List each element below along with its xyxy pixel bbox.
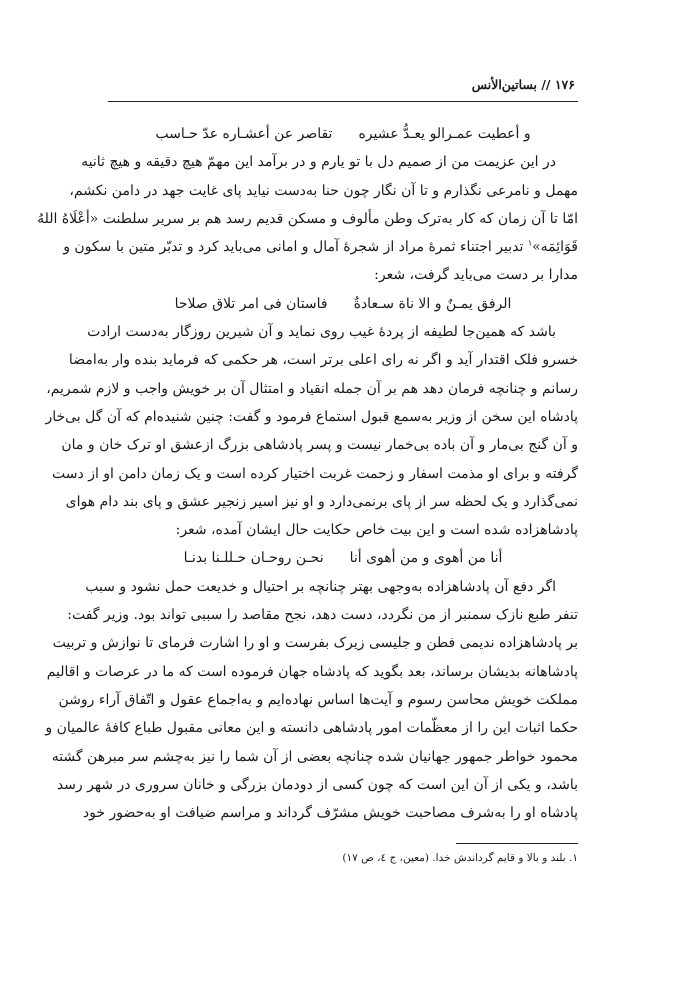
line-continuation: تدبیر اجتناء ثمرهٔ مراد از شجرهٔ آمال و امانی می‌باید کرد و تدبّر متین با سکون و	[63, 239, 528, 256]
text-line: حکما اثبات این را از معظّمات امور پادشاهی دانسته و این معانی مقبول طباع کافهٔ عالمیان و	[45, 720, 578, 737]
text-line: و آن گنج بی‌مار و آن باده بی‌خمار نیست و پسر پادشاهی بزرگ ازعشق او ترک خان و مان	[61, 437, 578, 454]
verse-couplet	[108, 290, 578, 318]
text-line: پادشاهانه بدیشان برساند، بعد بگوید که پادشاه جهان فرموده است که ما در عرصات و اقالیم	[46, 663, 578, 680]
text-line: خسرو فلک اقتدار آید و اگر نه رای اعلی برتر است، هر حکمی که فرماید بنده وار به‌امضا	[68, 352, 578, 369]
text-line: پادشاهزاده شده است و این بیت خاص حکایت حال ایشان آمده، شعر:	[175, 522, 578, 539]
text-line: گرفته و برای او مذمت اسفار و زحمت غربت اختیار کرده است و یک زمان دامن او از دست	[52, 465, 578, 482]
text-line: تنفر طبع نازک سمنبر از من نگردد، دست دهد، نجح مقاصد را سببی تواند بود. وزیر گفت:	[67, 607, 578, 624]
text-line: پادشاه این سخن از وزیر به‌سمع قبول استماع فرمود و گفت: چنین شنیده‌ام که آن گل بی‌خار	[45, 408, 578, 425]
text-line: اگر دفع آن پادشاهزاده به‌وجهی بهتر چنانچه بر احتیال و خدیعت حمل نشود و سبب	[85, 578, 556, 595]
quoted-phrase: قَوَائِمَه»	[532, 239, 578, 256]
verse-hemistich-left: نحـن روحـان حـللـنا بدنـا	[183, 550, 324, 567]
verse-hemistich-left: فاستان فی امر تلاق صلاحا	[174, 295, 328, 312]
footnote-marker[interactable]: ۱	[527, 238, 533, 248]
footnote-divider	[456, 843, 578, 844]
verse-hemistich-right: الرفق یمـنٌ و الا ناة سـعادةٌ	[353, 295, 512, 312]
text-line: مدارا بر دست می‌باید گرفت، شعر:	[374, 267, 578, 284]
text-line: بر پادشاهزاده ندیمی فطن و جلیسی زیرک بفرست و او را اشارت فرمای تا نوازش و تربیت	[52, 635, 578, 652]
header-divider	[108, 101, 578, 102]
text-line: مهمل و نامرعی نگذارم و تا آن نگار چون حنا به‌دست نیاید پای غایت جهد در دامن نکشم،	[69, 182, 578, 199]
verse-couplet	[108, 544, 578, 572]
text-line: نمی‌گذارد و یک لحظه سر از پای برنمی‌دارد و او نیز اسیر زنجیر عشق و پای بند دام هوای	[65, 493, 578, 510]
text-line: باشد، و یکی از آن این است که چون کسی از دودمان بزرگی و خانان سروری در شهر رسد	[56, 776, 578, 793]
text-line: مملکت خویش محاسن رسوم و آیت‌ها اساس نهاده‌ایم و به‌اجماع عقول و اتّفاق آراء روشن	[58, 691, 578, 708]
text-line: پادشاه او را به‌شرف مصاحبت خویش مشرّف گرداند و مراسم ضیافت او به‌حضور خود	[82, 805, 578, 822]
verse-hemistich-right: أنا من أهوی و من أهوی أنا	[349, 550, 503, 567]
verse-hemistich-right: و أعطیت عمـرالو یعـدُّ عشیره	[358, 126, 531, 142]
text-line: امّا تا آن زمان که کار به‌ترک وطن مألوف و مسکن قدیم رسد هم بر سریر سلطنت «أعْلَاهُ اللهُ	[37, 210, 578, 227]
text-line: در این عزیمت من از صمیم دل با تو یارم و در برآمد این مهمّ هیچ دقیقه و هیچ ثانیه	[81, 154, 556, 171]
verse-hemistich-left: تقاصر عن أعشـاره عدّ حـاسب	[155, 126, 333, 142]
footnote-text: ۱. بلند و بالا و قایم گرداندش خدا. (معین، ج ٤، ص ۱۷)	[342, 852, 578, 864]
text-line: باشد که همین‌جا لطیفه از پردهٔ غیب روی نماید و آن شیرین روزگار به‌دست ارادت	[87, 324, 556, 341]
running-header: ۱۷۶ // بساتین‌الأنس	[471, 77, 575, 92]
text-line-with-footnote-ref	[63, 233, 578, 261]
verse-couplet	[108, 120, 578, 148]
page-body	[37, 120, 578, 827]
text-line: رسانم و چنانچه فرمان دهد هم بر آن جمله انقیاد و امتثال آن بر خویش واجب و لازم شمریم،	[46, 380, 578, 397]
text-line: محمود خواطر جمهور جهانیان شده چنانچه بعضی از آن شما را نیز به‌چشم سر مبرهن گشته	[51, 748, 578, 765]
